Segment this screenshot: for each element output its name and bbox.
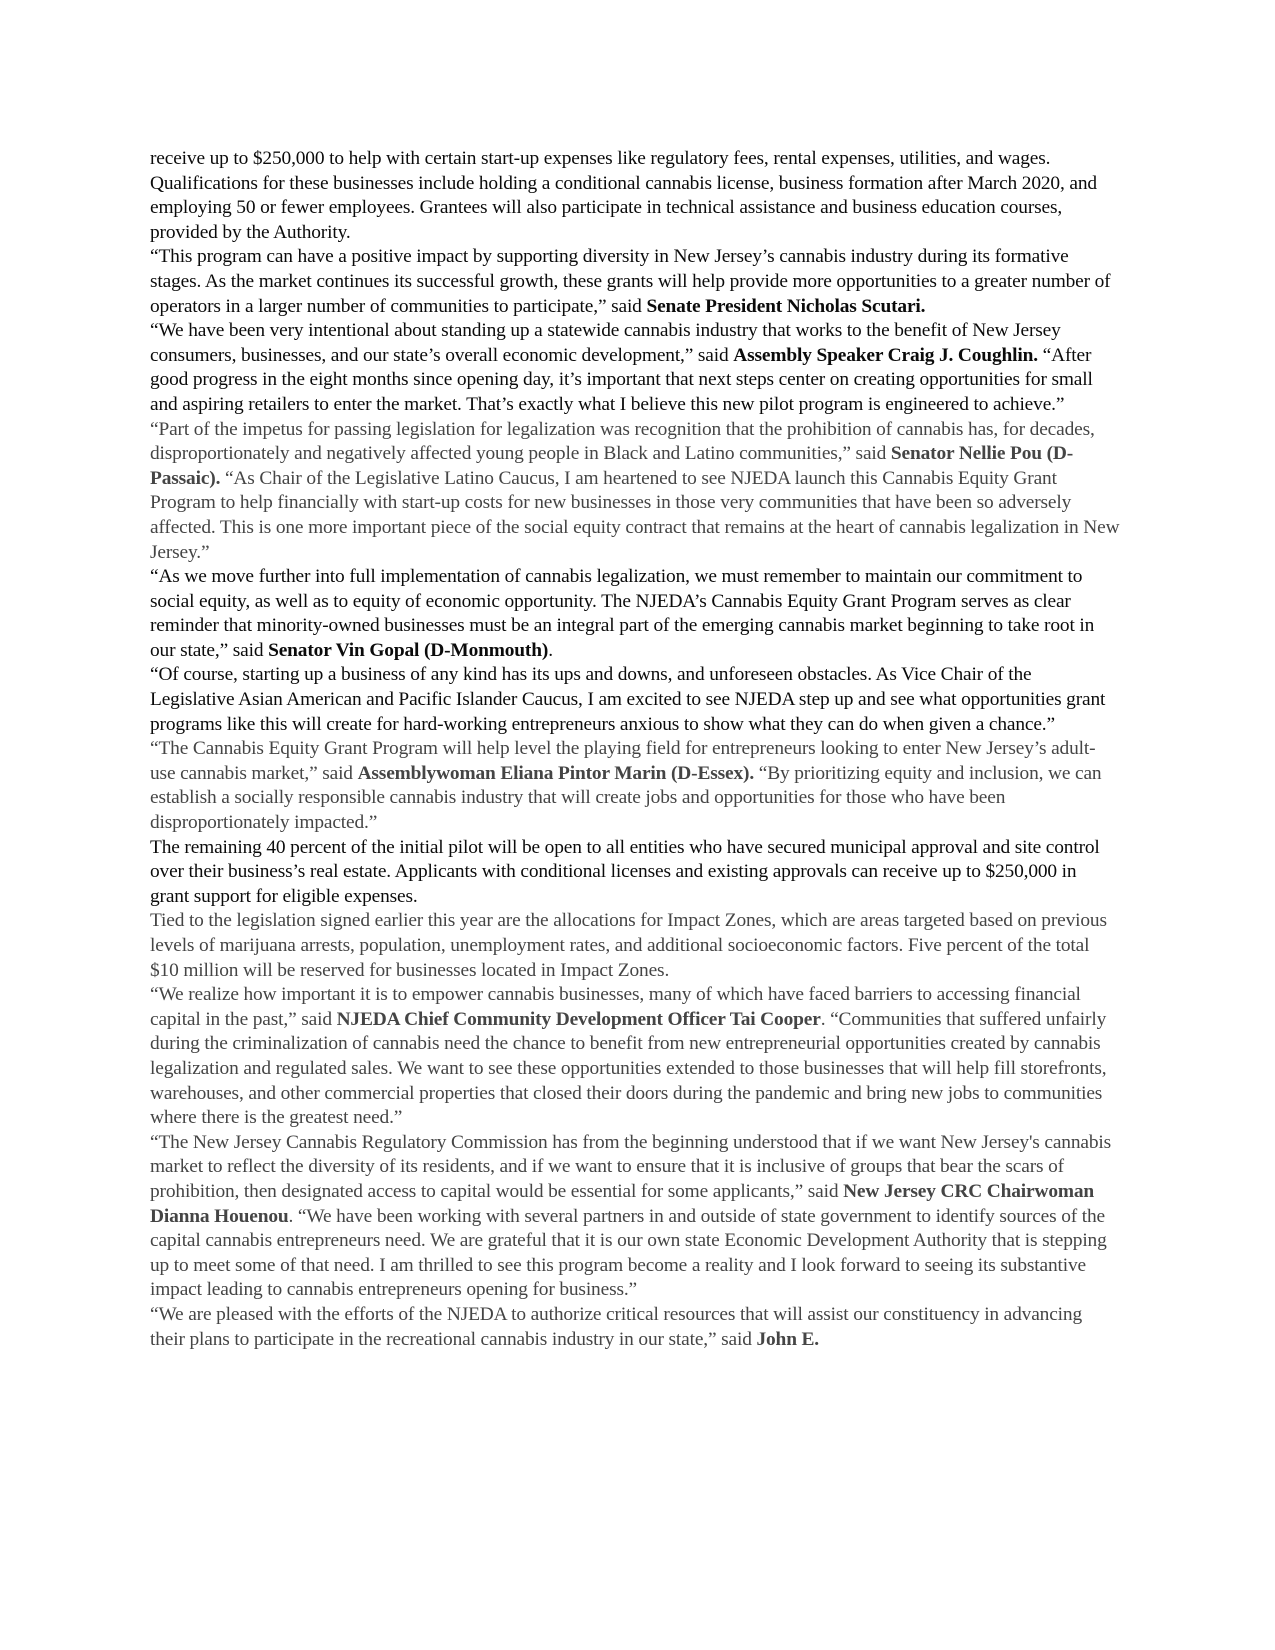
speaker-name: New Jersey CRC Chairwoman Dianna Houenou — [150, 1180, 1095, 1227]
quote-text: “We are pleased with the efforts of the NJEDA to authorize critical resources that will assist our constituency in advancing their plans to participate in the recreational cannabis industry in our state,” said — [150, 1303, 1083, 1350]
paragraph-quote-gopal — [150, 565, 1120, 663]
speaker-name: Senator Nellie Pou (D-Passaic). — [150, 443, 1074, 489]
paragraph-quote-pou — [150, 418, 1120, 566]
speaker-name: NJEDA Chief Community Development Officer Tai Cooper — [336, 1008, 821, 1030]
paragraph-text: receive up to $250,000 to help with certain start-up expenses like regulatory fees, rental expenses, utilities, and wages. Qualifications for these businesses include holding a conditional cannabis license, business formation after March 2020, and employing 50 or fewer employees. Grantees will also participate in technical assistance and business education courses, provided by the Authority. — [150, 148, 1097, 243]
paragraph-quote-cooper — [150, 983, 1120, 1131]
quote-text: “The New Jersey Cannabis Regulatory Commission has from the beginning understood that if we want New Jersey's cannabis market to reflect the diversity of its residents, and if we want to ensure that it is inclusive of groups that bear the scars of prohibition, then designated access to capital would be essential for some applicants,” said — [150, 1131, 1112, 1202]
quote-text: “Part of the impetus for passing legislation for legalization was recognition that the prohibition of cannabis has, for decades, disproportionately and negatively affected young people in Black and Latino communities,” said — [150, 418, 1095, 465]
paragraph-remaining-pilot — [150, 836, 1120, 910]
quote-text: “We have been very intentional about standing up a statewide cannabis industry that works to the benefit of New Jersey consumers, businesses, and our state’s overall economic development,” said — [150, 320, 1061, 366]
speaker-name: Assembly Speaker Craig J. Coughlin. — [733, 344, 1038, 366]
speaker-name: Assemblywoman Eliana Pintor Marin (D-Essex). — [357, 762, 755, 784]
quote-text: “After good progress in the eight months since opening day, it’s important that next steps center on creating opportunities for small and aspiring retailers to enter the market. That’s exactly what I believe this new pilot program is engineered to achieve.” — [150, 344, 1093, 415]
quote-text: . “We have been working with several partners in and outside of state government to identify sources of the capital cannabis entrepreneurs need. We are grateful that it is our own state Economic Development Authority that is stepping up to meet some of that need. I am thrilled to see this program become a reality and I look forward to seeing its substantive impact leading to cannabis entrepreneurs opening for business.” — [150, 1205, 1107, 1301]
document-page — [150, 147, 1120, 1352]
paragraph-quote-john-e — [150, 1303, 1120, 1352]
quote-text: “Of course, starting up a business of any kind has its ups and downs, and unforeseen obstacles. As Vice Chair of the Legislative Asian American and Pacific Islander Caucus, I am excited to see NJEDA step up and see what opportunities grant programs like this will create for hard-working entrepreneurs anxious to show what they can do when given a chance.” — [150, 664, 1106, 735]
paragraph-text: Tied to the legislation signed earlier this year are the allocations for Impact Zones, which are areas targeted based on previous levels of marijuana arrests, population, unemployment rates, and additional socioeconomic factors. Five percent of the total $10 million will be reserved for businesses located in Impact Zones. — [150, 910, 1107, 981]
quote-text: “As Chair of the Legislative Latino Caucus, I am heartened to see NJEDA launch this Cannabis Equity Grant Program to help financially with start-up costs for new businesses in those very communities that have been so adversely affected. This is one more important piece of the social equity contract that remains at the heart of cannabis legalization in New Jersey.” — [150, 467, 1120, 563]
quote-text: . “Communities that suffered unfairly during the criminalization of cannabis need the chance to benefit from new entrepreneurial opportunities created by cannabis legalization and regulated sales. We want to see these opportunities extended to those businesses that will help fill storefronts, warehouses, and other commercial properties that closed their doors during the pandemic and bring new jobs to communities where there is the greatest need.” — [150, 1008, 1107, 1129]
paragraph-quote-gopal-continued — [150, 663, 1120, 737]
speaker-name: John E. — [756, 1328, 820, 1350]
paragraph-impact-zones — [150, 909, 1120, 983]
paragraph-quote-houenou — [150, 1131, 1120, 1303]
paragraph-quote-pintor-marin — [150, 737, 1120, 835]
speaker-name: Senator Vin Gopal (D-Monmouth) — [268, 639, 549, 661]
paragraph-text: The remaining 40 percent of the initial pilot will be open to all entities who have secured municipal approval and site control over their business’s real estate. Applicants with conditional licenses and existing approvals can receive up to $250,000 in grant support for eligible expenses. — [150, 836, 1100, 907]
speaker-name: Senate President Nicholas Scutari. — [646, 295, 926, 317]
quote-text: “We realize how important it is to empower cannabis businesses, many of which have faced barriers to accessing financial capital in the past,” said — [150, 984, 1081, 1030]
paragraph-quote-coughlin — [150, 319, 1120, 417]
paragraph-quote-scutari — [150, 245, 1120, 319]
paragraph-grant-details — [150, 147, 1120, 245]
quote-text: “As we move further into full implementation of cannabis legalization, we must remember to maintain our commitment to social equity, as well as to equity of economic opportunity. The NJEDA’s Cannabis Equity Grant Program serves as clear reminder that minority-owned businesses must be an integral part of the emerging cannabis market beginning to take root in our state,” said — [150, 566, 1095, 661]
quote-text: “The Cannabis Equity Grant Program will help level the playing field for entrepreneurs looking to enter New Jersey’s adult-use cannabis market,” said — [150, 738, 1096, 784]
quote-text: “By prioritizing equity and inclusion, we can establish a socially responsible cannabis industry that will create jobs and opportunities for those who have been disproportionately impacted.” — [150, 762, 1102, 834]
quote-text: “This program can have a positive impact by supporting diversity in New Jersey’s cannabis industry during its formative stages. As the market continues its successful growth, these grants will help provide more opportunities to a greater number of operators in a larger number of communities to participate,” said — [150, 246, 1111, 317]
quote-text: . — [548, 639, 553, 661]
